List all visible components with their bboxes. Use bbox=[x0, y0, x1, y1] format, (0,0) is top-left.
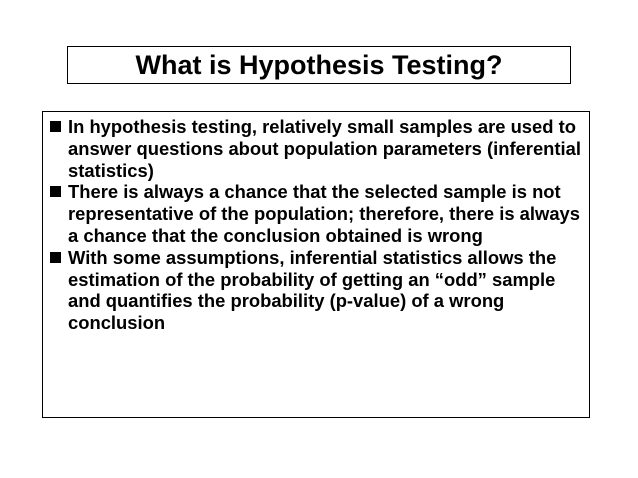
bullet-text: In hypothesis testing, relatively small samples are used to answer questions about population parameters (inferential statistics) bbox=[68, 116, 581, 181]
bullet-text: There is always a chance that the selected sample is not representative of the population; therefore, there is always a chance that the conclusion obtained is wrong bbox=[68, 181, 581, 246]
slide-title: What is Hypothesis Testing? bbox=[135, 49, 503, 80]
title-box bbox=[67, 46, 571, 84]
bullet-item bbox=[47, 181, 583, 246]
square-bullet-icon bbox=[50, 252, 61, 263]
bullet-list-box bbox=[42, 111, 590, 418]
bullet-item bbox=[47, 247, 583, 334]
bullet-item bbox=[47, 116, 583, 181]
square-bullet-icon bbox=[50, 186, 61, 197]
square-bullet-icon bbox=[50, 121, 61, 132]
bullet-text: With some assumptions, inferential statistics allows the estimation of the probability of getting an “odd” sample and quantifies the probability (p-value) of a wrong conclusion bbox=[68, 246, 557, 334]
